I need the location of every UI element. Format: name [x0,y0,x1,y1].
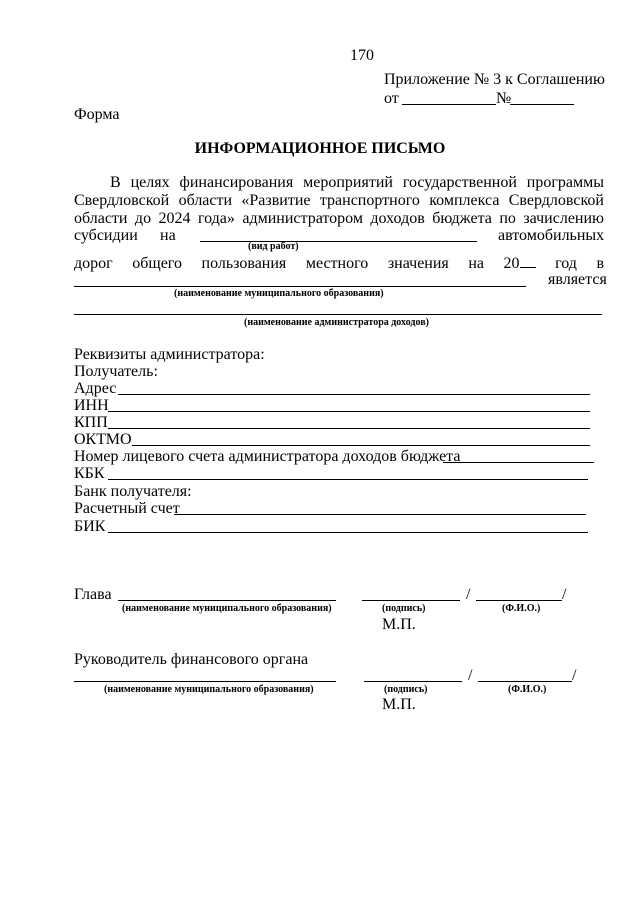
caption-admin: (наименование администратора доходов) [244,317,429,328]
word-use: пользования [201,255,287,272]
body-line-2: Свердловской области «Развитие транспортного комплекса Свердловской [74,192,604,209]
finance-head-label: Руководитель финансового органа [74,651,309,668]
oktmo-line [132,445,590,446]
head-municipality-line [118,600,336,601]
agreement-number-line [510,104,574,105]
page-number: 170 [350,47,374,64]
settlement-account-label: Расчетный счет [74,500,180,517]
finance-caption-signature: (подпись) [384,684,428,695]
bik-label: БИК [74,518,106,535]
address-line [118,394,590,395]
settlement-account-line [174,514,586,515]
admin-name-line [74,314,602,315]
body-line-3: области до 2024 года» администратором доходов бюджета по зачислению [74,210,604,227]
recipient-label: Получатель: [74,363,158,380]
year-prefix: 20 [503,255,520,272]
head-caption-fio: (Ф.И.О.) [502,603,541,614]
agreement-date-line [402,104,496,105]
year-field [504,254,536,273]
oktmo-label: ОКТМО [74,431,132,448]
body-word-automobile: автомобильных [498,227,605,244]
head-slash-right: / [562,586,567,603]
finance-municipality-line [74,681,336,682]
body-word-subsidies: субсидии [74,227,138,244]
inn-label: ИНН [74,397,109,414]
requisites-header: Реквизиты администратора: [74,346,265,363]
document-title: ИНФОРМАЦИОННОЕ ПИСЬМО [194,140,446,157]
appendix-number-label: № [496,90,512,107]
caption-work-type: (вид работ) [248,241,299,252]
finance-signature-line [364,681,462,682]
caption-municipality: (наименование муниципального образования) [174,288,384,299]
word-significance: значения [387,255,449,272]
word-year: год [555,255,577,272]
finance-seal: М.П. [382,696,416,713]
head-caption-municipality: (наименование муниципального образования) [122,603,332,614]
kbk-line [108,479,588,480]
finance-slash-right: / [572,667,577,684]
head-slash-left: / [466,586,471,603]
word-local: местного [305,255,369,272]
body-word-is: является [548,271,607,288]
head-fio-line [476,600,562,601]
finance-slash-left: / [468,667,473,684]
account-label: Номер лицевого счета администратора доходов бюджета [74,448,461,465]
kpp-line [108,428,590,429]
appendix-from-label: от [384,90,399,107]
body-line-1: В целях финансирования мероприятий государственной программы [110,174,604,191]
account-line [443,462,594,463]
word-on: на [468,255,484,272]
finance-caption-municipality: (наименование муниципального образования) [104,684,314,695]
kbk-label: КБК [74,465,105,482]
body-line-5 [74,254,604,273]
word-in: в [596,255,604,272]
municipality-line [74,286,526,287]
head-label: Глава [74,586,112,603]
inn-line [108,411,590,412]
form-label: Форма [74,106,120,123]
word-roads: дорог [74,255,113,272]
head-caption-signature: (подпись) [382,603,426,614]
body-word-on: на [160,227,176,244]
finance-caption-fio: (Ф.И.О.) [508,684,547,695]
work-type-line [200,241,477,242]
bank-label: Банк получателя: [74,483,192,500]
year-blank-line [520,267,536,268]
bik-line [108,532,588,533]
head-seal: М.П. [382,616,416,633]
word-general: общего [132,255,182,272]
appendix-title: Приложение № 3 к Соглашению [384,71,605,88]
address-label: Адрес [74,380,117,397]
kpp-label: КПП [74,414,108,431]
finance-fio-line [478,681,572,682]
head-signature-line [362,600,460,601]
